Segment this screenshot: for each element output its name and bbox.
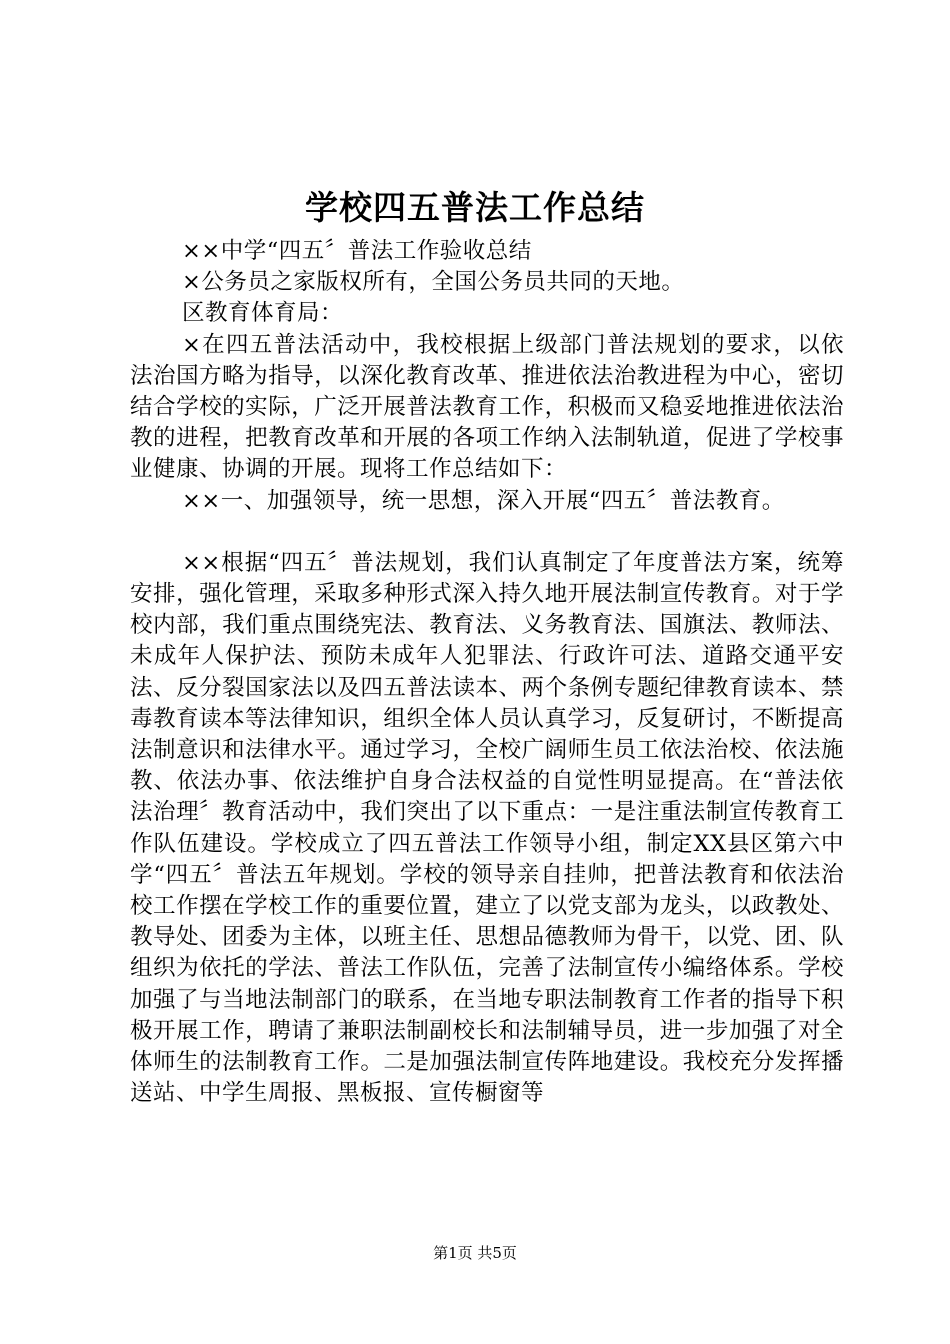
document-body: [130, 236, 844, 1109]
paragraph-subtitle: ××中学“四五〞普法工作验收总结: [182, 238, 532, 264]
paragraph-copyright: ×公务员之家版权所有，全国公务员共同的天地。: [182, 269, 685, 296]
document-title: 学校四五普法工作总结: [305, 188, 645, 227]
paragraph-section-heading: ××一、加强领导，统一思想，深入开展“四五〞普法教育。: [182, 487, 785, 514]
paragraph-main: ××根据“四五〞普法规划，我们认真制定了年度普法方案，统筹安排，强化管理，采取多种形式深入持久地开展法制宣传教育。对于学校内部，我们重点围绕宪法、教育法、义务教育法、国旗法、教师法、未成年人保护法、预防未成年人犯罪法、行政许可法、道路交通平安法、反分裂国家法以及四五普法读本、两个条例专题纪律教育读本、禁毒教育读本等法律知识，组织全体人员认真学习，反复研讨，不断提高法制意识和法律水平。通过学习，全校广阔师生员工依法治校、依法施教、依法办事、依法维护自身合法权益的自觉性明显提高。在“普法依法治理〞教育活动中，我们突出了以下重点：一是注重法制宣传教育工作队伍建设。学校成立了四五普法工作领导小组，制定XX县区第六中学“四五〞普法五年规划。学校的领导亲自挂帅，把普法教育和依法治校工作摆在学校工作的重要位置，建立了以党支部为龙头，以政教处、教导处、团委为主体，以班主任、思想品德教师为骨干，以党、团、队组织为依托的学法、普法工作队伍，完善了法制宣传小编络体系。学校加强了与当地法制部门的联系，在当地专职法制教育工作者的指导下积极开展工作，聘请了兼职法制副校长和法制辅导员，进一步加强了对全体师生的法制教育工作。二是加强法制宣传阵地建设。我校充分发挥播送站、中学生周报、黑板报、宣传橱窗等: [130, 549, 844, 1107]
paragraph-intro: ×在四五普法活动中，我校根据上级部门普法规划的要求，以依法治国方略为指导，以深化教育改革、推进依法治教进程为中心，密切结合学校的实际，广泛开展普法教育工作，积极而又稳妥地推进依法治教的进程，把教育改革和开展的各项工作纳入法制轨道，促进了学校事业健康、协调的开展。现将工作总结如下：: [130, 331, 844, 483]
page-indicator: 第1页 共5页: [433, 1244, 517, 1262]
paragraph-addressee: 区教育体育局：: [182, 300, 344, 327]
